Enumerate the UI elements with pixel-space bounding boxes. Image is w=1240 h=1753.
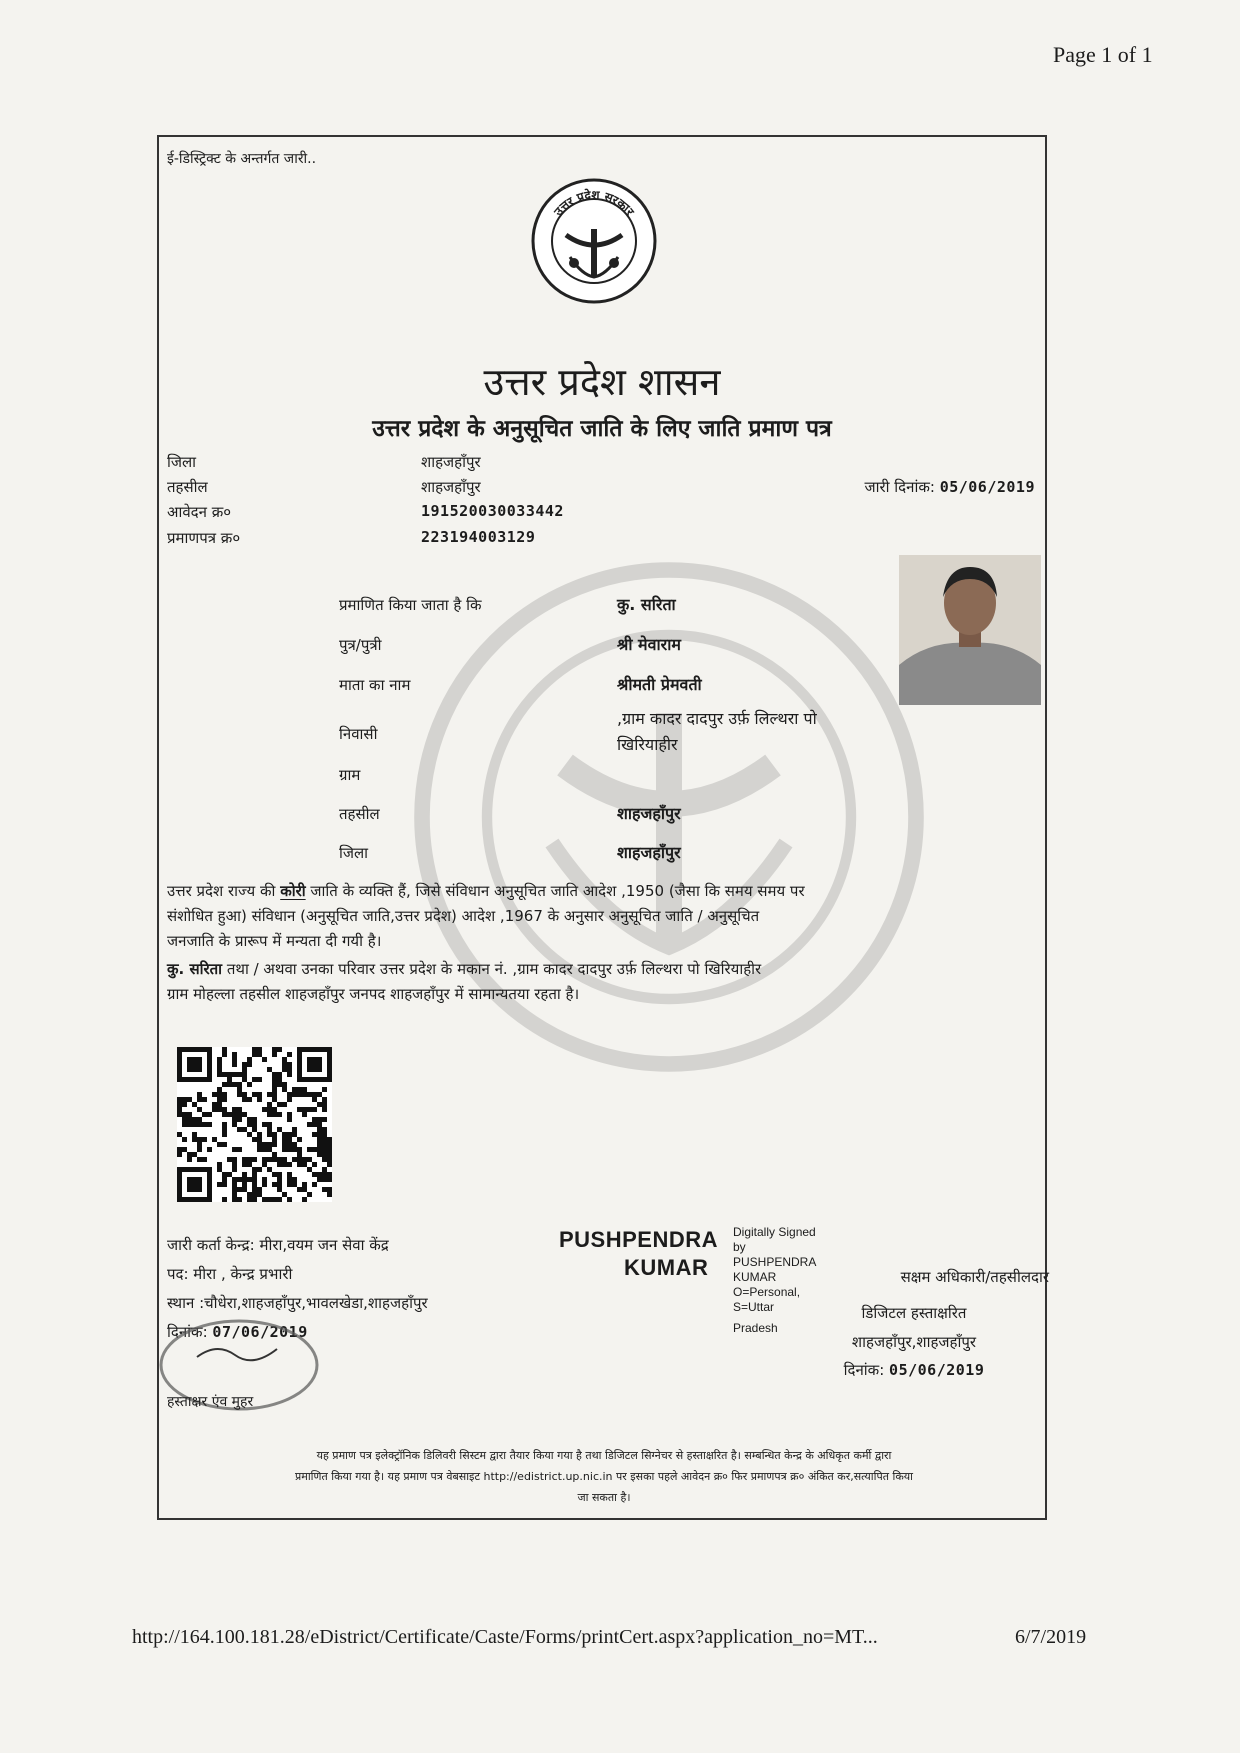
person-tehsil: शाहजहाँपुर bbox=[617, 804, 681, 823]
signer-name-line1: PUSHPENDRA bbox=[559, 1227, 719, 1252]
issuer-post: पद: मीरा , केन्द्र प्रभारी bbox=[167, 1265, 293, 1283]
applicant-photo bbox=[899, 555, 1041, 705]
address-line-2: खिरियाहीर bbox=[617, 735, 678, 754]
certificate-title: उत्तर प्रदेश के अनुसूचित जाति के लिए जाति प्रमाण पत्र bbox=[372, 416, 832, 442]
verification-qr-code bbox=[177, 1047, 332, 1202]
certificate-number: 223194003129 bbox=[421, 528, 536, 546]
residence-person-name: कु. सरिता bbox=[167, 960, 223, 978]
footer-print-date: 6/7/2019 bbox=[1015, 1626, 1087, 1648]
person-district: शाहजहाँपुर bbox=[617, 843, 681, 862]
authority-date-value: 05/06/2019 bbox=[889, 1361, 985, 1379]
issuer-centre-label: जारी कर्ता केन्द्र: bbox=[167, 1236, 255, 1254]
issued-under-text: ई-डिस्ट्रिक्ट के अन्तर्गत जारी.. bbox=[167, 151, 317, 167]
person-tehsil-label: तहसील bbox=[339, 805, 380, 823]
caste-paragraph: उत्तर प्रदेश राज्य की कोरी जाति के व्यक्ति हैं, जिसे संविधान अनुसूचित जाति आदेश ,1950 (जैसा कि समय समय पर संशोधित हुआ) संविधान (अनुसूचित जाति,उत्तर प्रदेश) आदेश ,1967 के अनुसार अनुसूचित जाति / अनुसूचित जनजाति के प्रारूप में मन्यता दी गयी है। bbox=[167, 882, 805, 950]
emblem-text: उत्तर प्रदेश सरकार bbox=[551, 187, 637, 219]
footer-url: http://164.100.181.28/eDistrict/Certificate/Caste/Forms/printCert.aspx?application_no=MT... bbox=[132, 1626, 878, 1648]
digital-signature-details: Digitally Signed by PUSHPENDRA KUMAR O=Personal, S=Uttar Pradesh bbox=[733, 1225, 817, 1335]
caste-name: कोरी bbox=[280, 882, 306, 900]
signer-name-line2: KUMAR bbox=[624, 1255, 709, 1280]
up-government-emblem-icon bbox=[530, 177, 658, 305]
issuer-centre bbox=[167, 1235, 389, 1255]
father-name: श्री मेवाराम bbox=[617, 635, 681, 654]
government-title: उत्तर प्रदेश शासन bbox=[483, 360, 721, 404]
mother-name: श्रीमती प्रेमवती bbox=[617, 675, 702, 694]
issuer-centre-value: मीरा,वयम जन सेवा केंद्र bbox=[259, 1236, 389, 1254]
issuer-place: स्थान :चौधेरा,शाहजहाँपुर,भावलखेडा,शाहजहाँपुर bbox=[167, 1294, 428, 1312]
authority-title: सक्षम अधिकारी/तहसीलदार bbox=[900, 1268, 1049, 1286]
mother-label: माता का नाम bbox=[339, 676, 411, 694]
district-value: शाहजहाँपुर bbox=[421, 453, 481, 471]
application-number: 191520030033442 bbox=[421, 502, 564, 520]
district-label: जिला bbox=[167, 453, 197, 471]
certified-label: प्रमाणित किया जाता है कि bbox=[339, 596, 482, 614]
issue-date-value: 05/06/2019 bbox=[939, 478, 1035, 496]
certificate bbox=[157, 135, 1047, 1520]
issuer-date-value: 07/06/2019 bbox=[212, 1323, 308, 1341]
signature-seal-label: हस्ताक्षर एंव मुहर bbox=[167, 1394, 254, 1410]
resident-label: निवासी bbox=[339, 725, 378, 743]
person-name: कु. सरिता bbox=[617, 595, 676, 614]
issuer-date-label: दिनांक: bbox=[167, 1323, 208, 1341]
relation-label: पुत्र/पुत्री bbox=[339, 636, 382, 654]
authority-date bbox=[779, 1360, 1049, 1380]
verification-footnote: यह प्रमाण पत्र इलेक्ट्रॉनिक डिलिवरी सिस्टम द्वारा तैयार किया गया है तथा डिजिटल सिग्नेचर से हस्ताक्षरित है। सम्बन्धित केन्द्र के अधिकृत कर्मी द्वारा प्रमाणित किया गया है। यह प्रमाण पत्र वेबसाइट http://edistrict.up.nic.in पर इसका पहले आवेदन क्र० फिर प्रमाणपत्र क्र० अंकित कर,सत्यापित किया जा सकता है। bbox=[294, 1449, 913, 1504]
tehsil-label: तहसील bbox=[167, 478, 208, 496]
certificate-number-label: प्रमाणपत्र क्र० bbox=[167, 529, 241, 547]
authority-digital-signed: डिजिटल हस्ताक्षरित bbox=[861, 1304, 967, 1322]
application-label: आवेदन क्र० bbox=[167, 503, 232, 521]
tehsil-value: शाहजहाँपुर bbox=[421, 478, 481, 496]
authority-date-label: दिनांक: bbox=[843, 1361, 885, 1379]
person-district-label: जिला bbox=[339, 844, 369, 862]
authority-place: शाहजहाँपुर,शाहजहाँपुर bbox=[851, 1333, 977, 1351]
issue-date bbox=[864, 477, 1035, 497]
residence-paragraph: कु. सरिता तथा / अथवा उनका परिवार उत्तर प्रदेश के मकान नं. ,ग्राम कादर दादपुर उर्फ़ लिल्थरा पो खिरियाहीर ग्राम मोहल्ला तहसील शाहजहाँपुर जनपद शाहजहाँपुर में सामान्यतया रहता है। bbox=[167, 960, 762, 1003]
issue-date-label: जारी दिनांक: bbox=[864, 478, 935, 496]
village-label: ग्राम bbox=[339, 766, 361, 784]
page-number: Page 1 of 1 bbox=[1053, 42, 1153, 67]
address-line-1: ,ग्राम कादर दादपुर उर्फ़ लिल्थरा पो bbox=[617, 709, 817, 728]
